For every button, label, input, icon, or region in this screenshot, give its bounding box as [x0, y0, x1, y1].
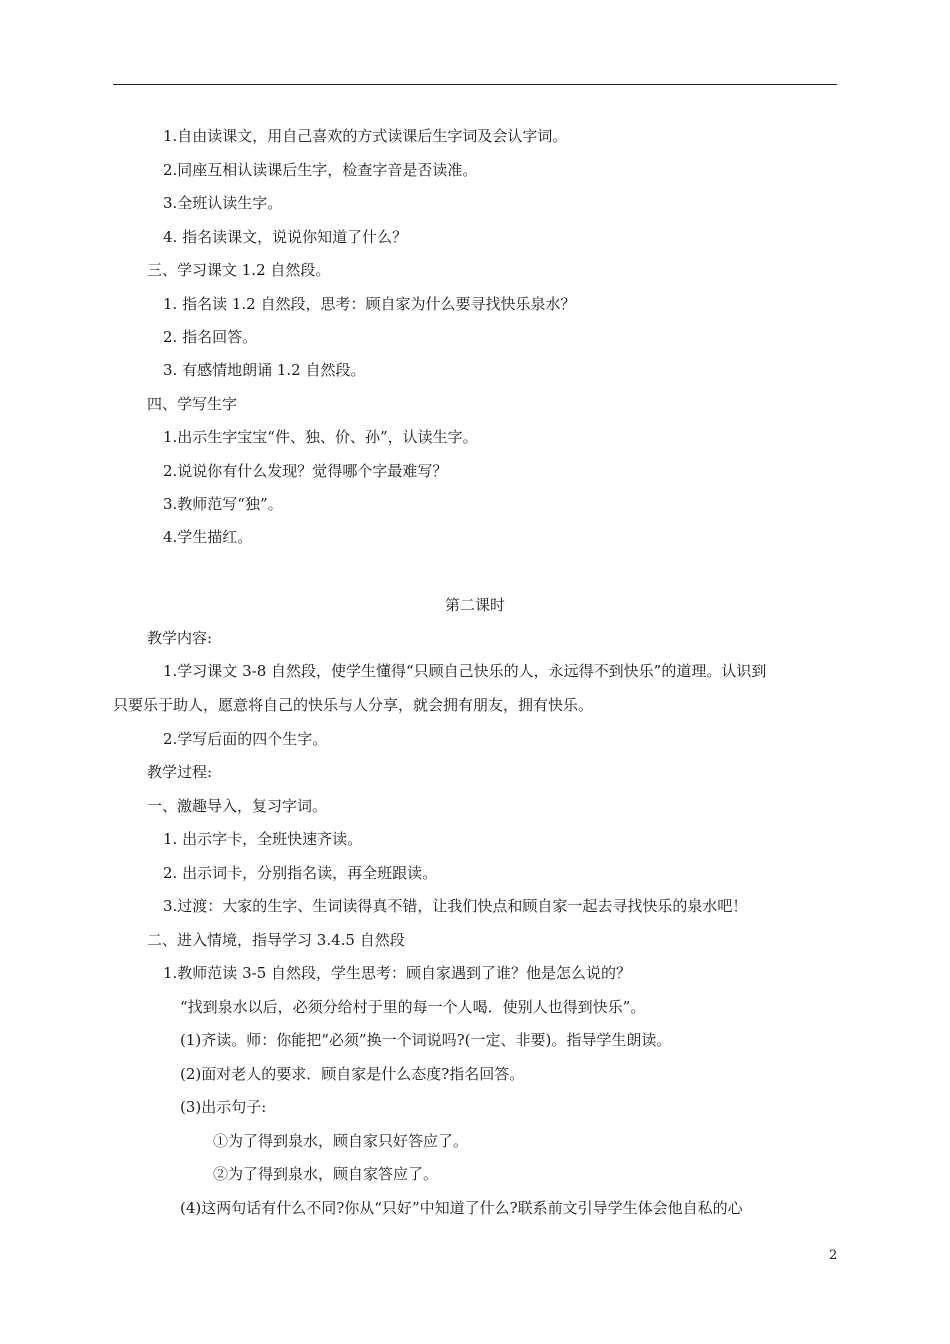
section-heading: 教学内容: [147, 629, 213, 647]
section-heading: 三、学习课文 1.2 自然段。 [147, 261, 331, 279]
text-line: 3.过渡：大家的生字、生词读得真不错，让我们快点和顾自家一起去寻找快乐的泉水吧！ [163, 897, 748, 915]
text-line: (3)出示句子: [180, 1098, 267, 1116]
text-line: (2)面对老人的要求．顾自家是什么态度?指名回答。 [180, 1065, 525, 1083]
text-line: 1. 出示字卡，全班快速齐读。 [163, 830, 363, 848]
text-line: 1.学习课文 3-8 自然段，使学生懂得“只顾自己快乐的人，永远得不到快乐”的道理。认识到 [163, 662, 767, 680]
text-line: 4. 指名读课文，说说你知道了什么？ [163, 228, 408, 246]
sentence-item: ②为了得到泉水，顾自家答应了。 [213, 1165, 439, 1183]
section-heading: 教学过程: [147, 763, 213, 781]
text-line: 2. 指名回答。 [163, 328, 258, 346]
sentence-item: ①为了得到泉水，顾自家只好答应了。 [213, 1132, 469, 1150]
text-line: 1.出示生字宝宝“件、独、价、孙”，认读生字。 [163, 428, 478, 446]
text-line: 1. 指名读 1.2 自然段，思考：顾自家为什么要寻找快乐泉水？ [163, 295, 576, 313]
text-line: (4)这两句话有什么不同?你从“只好”中知道了什么?联系前文引导学生体会他自私的心 [180, 1199, 743, 1217]
section-heading: 一、激趣导入，复习字词。 [147, 797, 328, 815]
text-line: 2.说说你有什么发现？觉得哪个字最难写？ [163, 462, 448, 480]
text-line: 2.同座互相认读课后生字，检查字音是否读准。 [163, 161, 478, 179]
text-line: 1.自由读课文，用自己喜欢的方式读课后生字词及会认字词。 [163, 127, 568, 145]
text-line: 1.教师范读 3-5 自然段，学生思考：顾自家遇到了谁？他是怎么说的？ [163, 964, 632, 982]
text-line: 4.学生描红。 [163, 528, 253, 546]
text-line: 2. 出示词卡，分别指名读，再全班跟读。 [163, 864, 438, 882]
text-line: 3.教师范写“独”。 [163, 495, 283, 513]
section-heading: 四、学写生字 [147, 395, 238, 413]
text-line: 只要乐于助人，愿意将自己的快乐与人分享，就会拥有朋友，拥有快乐。 [113, 696, 594, 714]
text-line: 3.全班认读生字。 [163, 194, 283, 212]
text-line: 3. 有感情地朗诵 1.2 自然段。 [163, 361, 366, 379]
quote-line: “找到泉水以后，必须分给村于里的每一个人喝．使别人也得到快乐”。 [180, 998, 646, 1016]
section-heading: 二、进入情境，指导学习 3.4.5 自然段 [147, 931, 405, 949]
page-number: 2 [829, 1248, 838, 1263]
text-line: (1)齐读。师：你能把“必须”换一个词说吗?(一定、非要)。指导学生朗读。 [180, 1031, 672, 1049]
header-rule [113, 84, 837, 85]
text-line: 2.学写后面的四个生字。 [163, 730, 328, 748]
lesson-title: 第二课时 [444, 596, 505, 614]
